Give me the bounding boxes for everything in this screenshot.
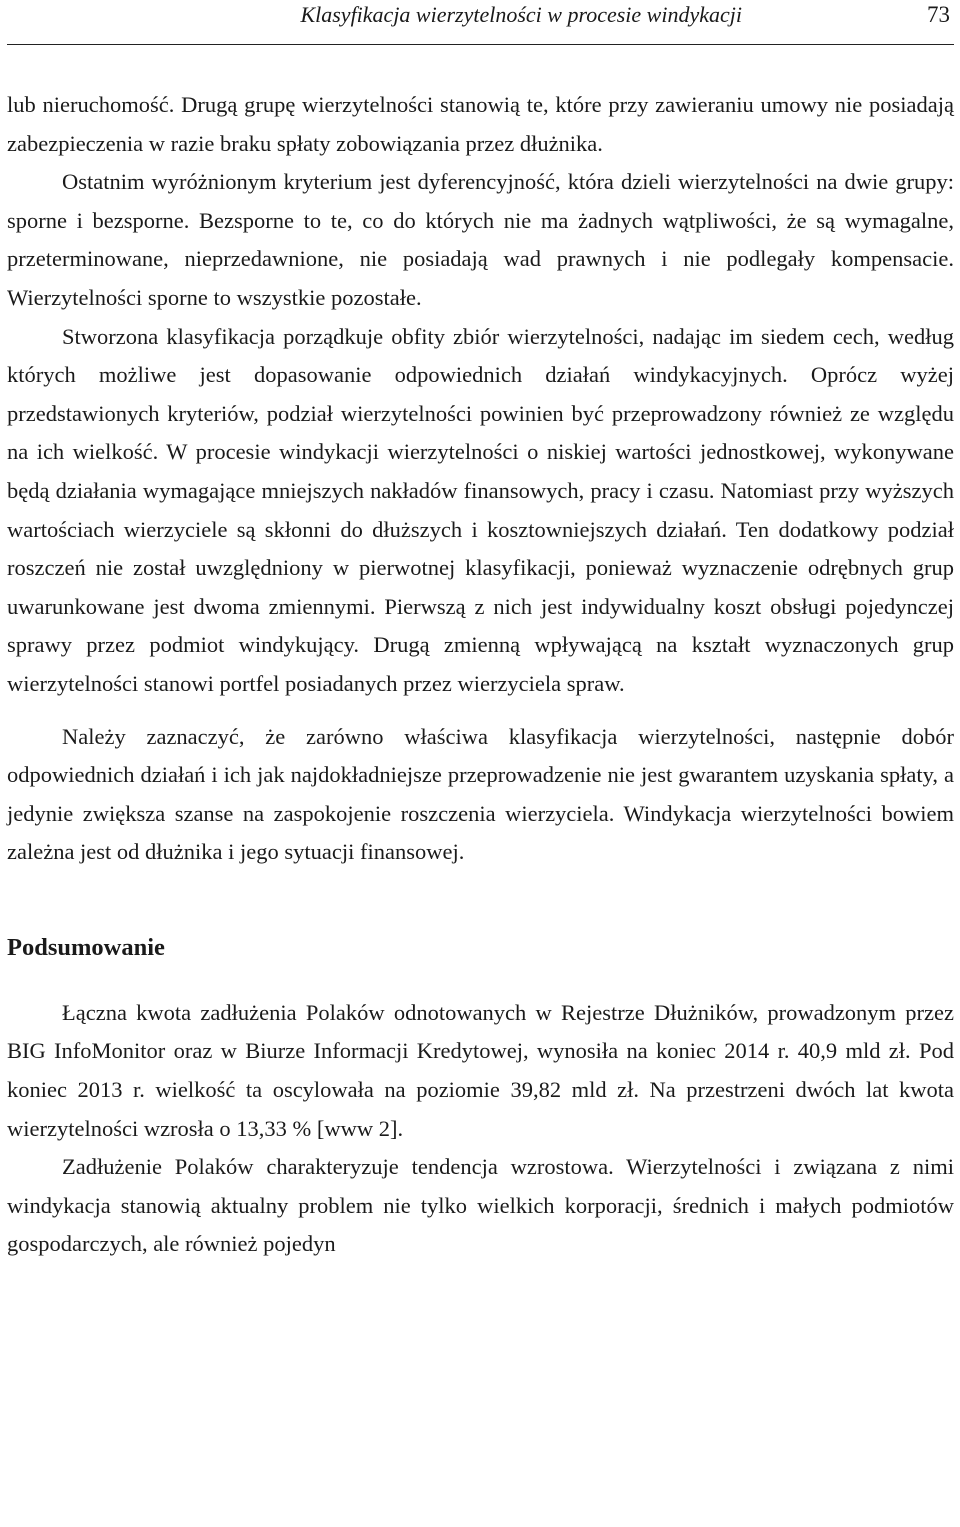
document-page (7, 0, 954, 1257)
section-heading: Podsumowanie (7, 933, 165, 961)
summary-paragraph-1: Łączna kwota zadłużenia Polaków odnotowanych w Rejestrze Dłużników, prowadzonym przez BIG InfoMonitor oraz w Biurze Informacji Kredytowej, wynosiła na koniec 2014 r. 40,9 mld zł. Pod koniec 2013 r. wielkość ta oscylowała na poziomie 39,82 mld zł. Na przestrzeni dwóch lat kwota wierzytelności wzrosła o 13,33 % [www 2]. (7, 999, 954, 1141)
paragraph-4: Należy zaznaczyć, że zarówno właściwa klasyfikacja wierzytelności, następnie dobór odpowiednich działań i ich jak najdokładniejsze przeprowadzenie nie jest gwarantem uzyskania spłaty, a jedynie zwiększa szanse na zaspokojenie roszczenia wierzyciela. Windykacja wierzytelności bowiem zależna jest od dłużnika i jego sytuacji finansowej. (7, 723, 954, 865)
body-text (7, 86, 954, 1264)
running-title: Klasyfikacja wierzytelności w procesie windykacji (300, 2, 742, 27)
summary-paragraph-2: Zadłużenie Polaków charakteryzuje tendencja wzrostowa. Wierzytelności i związana z nimi windykacja stanowią aktualny problem nie tylko wielkich korporacji, średnich i małych podmiotów gospodarczych, ale również pojedyn (7, 1154, 954, 1257)
paragraph-1: lub nieruchomość. Drugą grupę wierzytelności stanowią te, które przy zawieraniu umowy nie posiadają zabezpieczenia w razie braku spłaty zobowiązania przez dłużnika. (7, 92, 954, 156)
running-header (7, 0, 954, 45)
paragraph-3: Stworzona klasyfikacja porządkuje obfity zbiór wierzytelności, nadając im siedem cech, według których możliwe jest dopasowanie odpowiednich działań windykacyjnych. Oprócz wyżej przedstawionych kryteriów, podział wierzytelności powinien być przeprowadzony również ze względu na ich wielkość. W procesie windykacji wierzytelności o niskiej wartości jednostkowej, wykonywane będą działania wymagające mniejszych nakładów finansowych, pracy i czasu. Natomiast przy wyższych wartościach wierzyciele są skłonni do dłuższych i kosztowniejszych działań. Ten dodatkowy podział roszczeń nie został uwzględniony w pierwotnej klasyfikacji, ponieważ wyznaczenie odrębnych grup uwarunkowane jest dwoma zmiennymi. Pierwszą z nich jest indywidualny koszt obsługi pojedynczej sprawy przez podmiot windykujący. Drugą zmienną wpływającą na kształt wyznaczonych grup wierzytelności stanowi portfel posiadanych przez wierzyciela spraw. (7, 323, 954, 696)
paragraph-2: Ostatnim wyróżnionym kryterium jest dyferencyjność, która dzieli wierzytelności na dwie grupy: sporne i bezsporne. Bezsporne to te, co do których nie ma żadnych wątpliwości, że są wymagalne, przeterminowane, nieprzedawnione, nie posiadają wad prawnych i nie podlegały kompensacie. Wierzytelności sporne to wszystkie pozostałe. (7, 169, 954, 310)
page-number: 73 (927, 2, 950, 27)
